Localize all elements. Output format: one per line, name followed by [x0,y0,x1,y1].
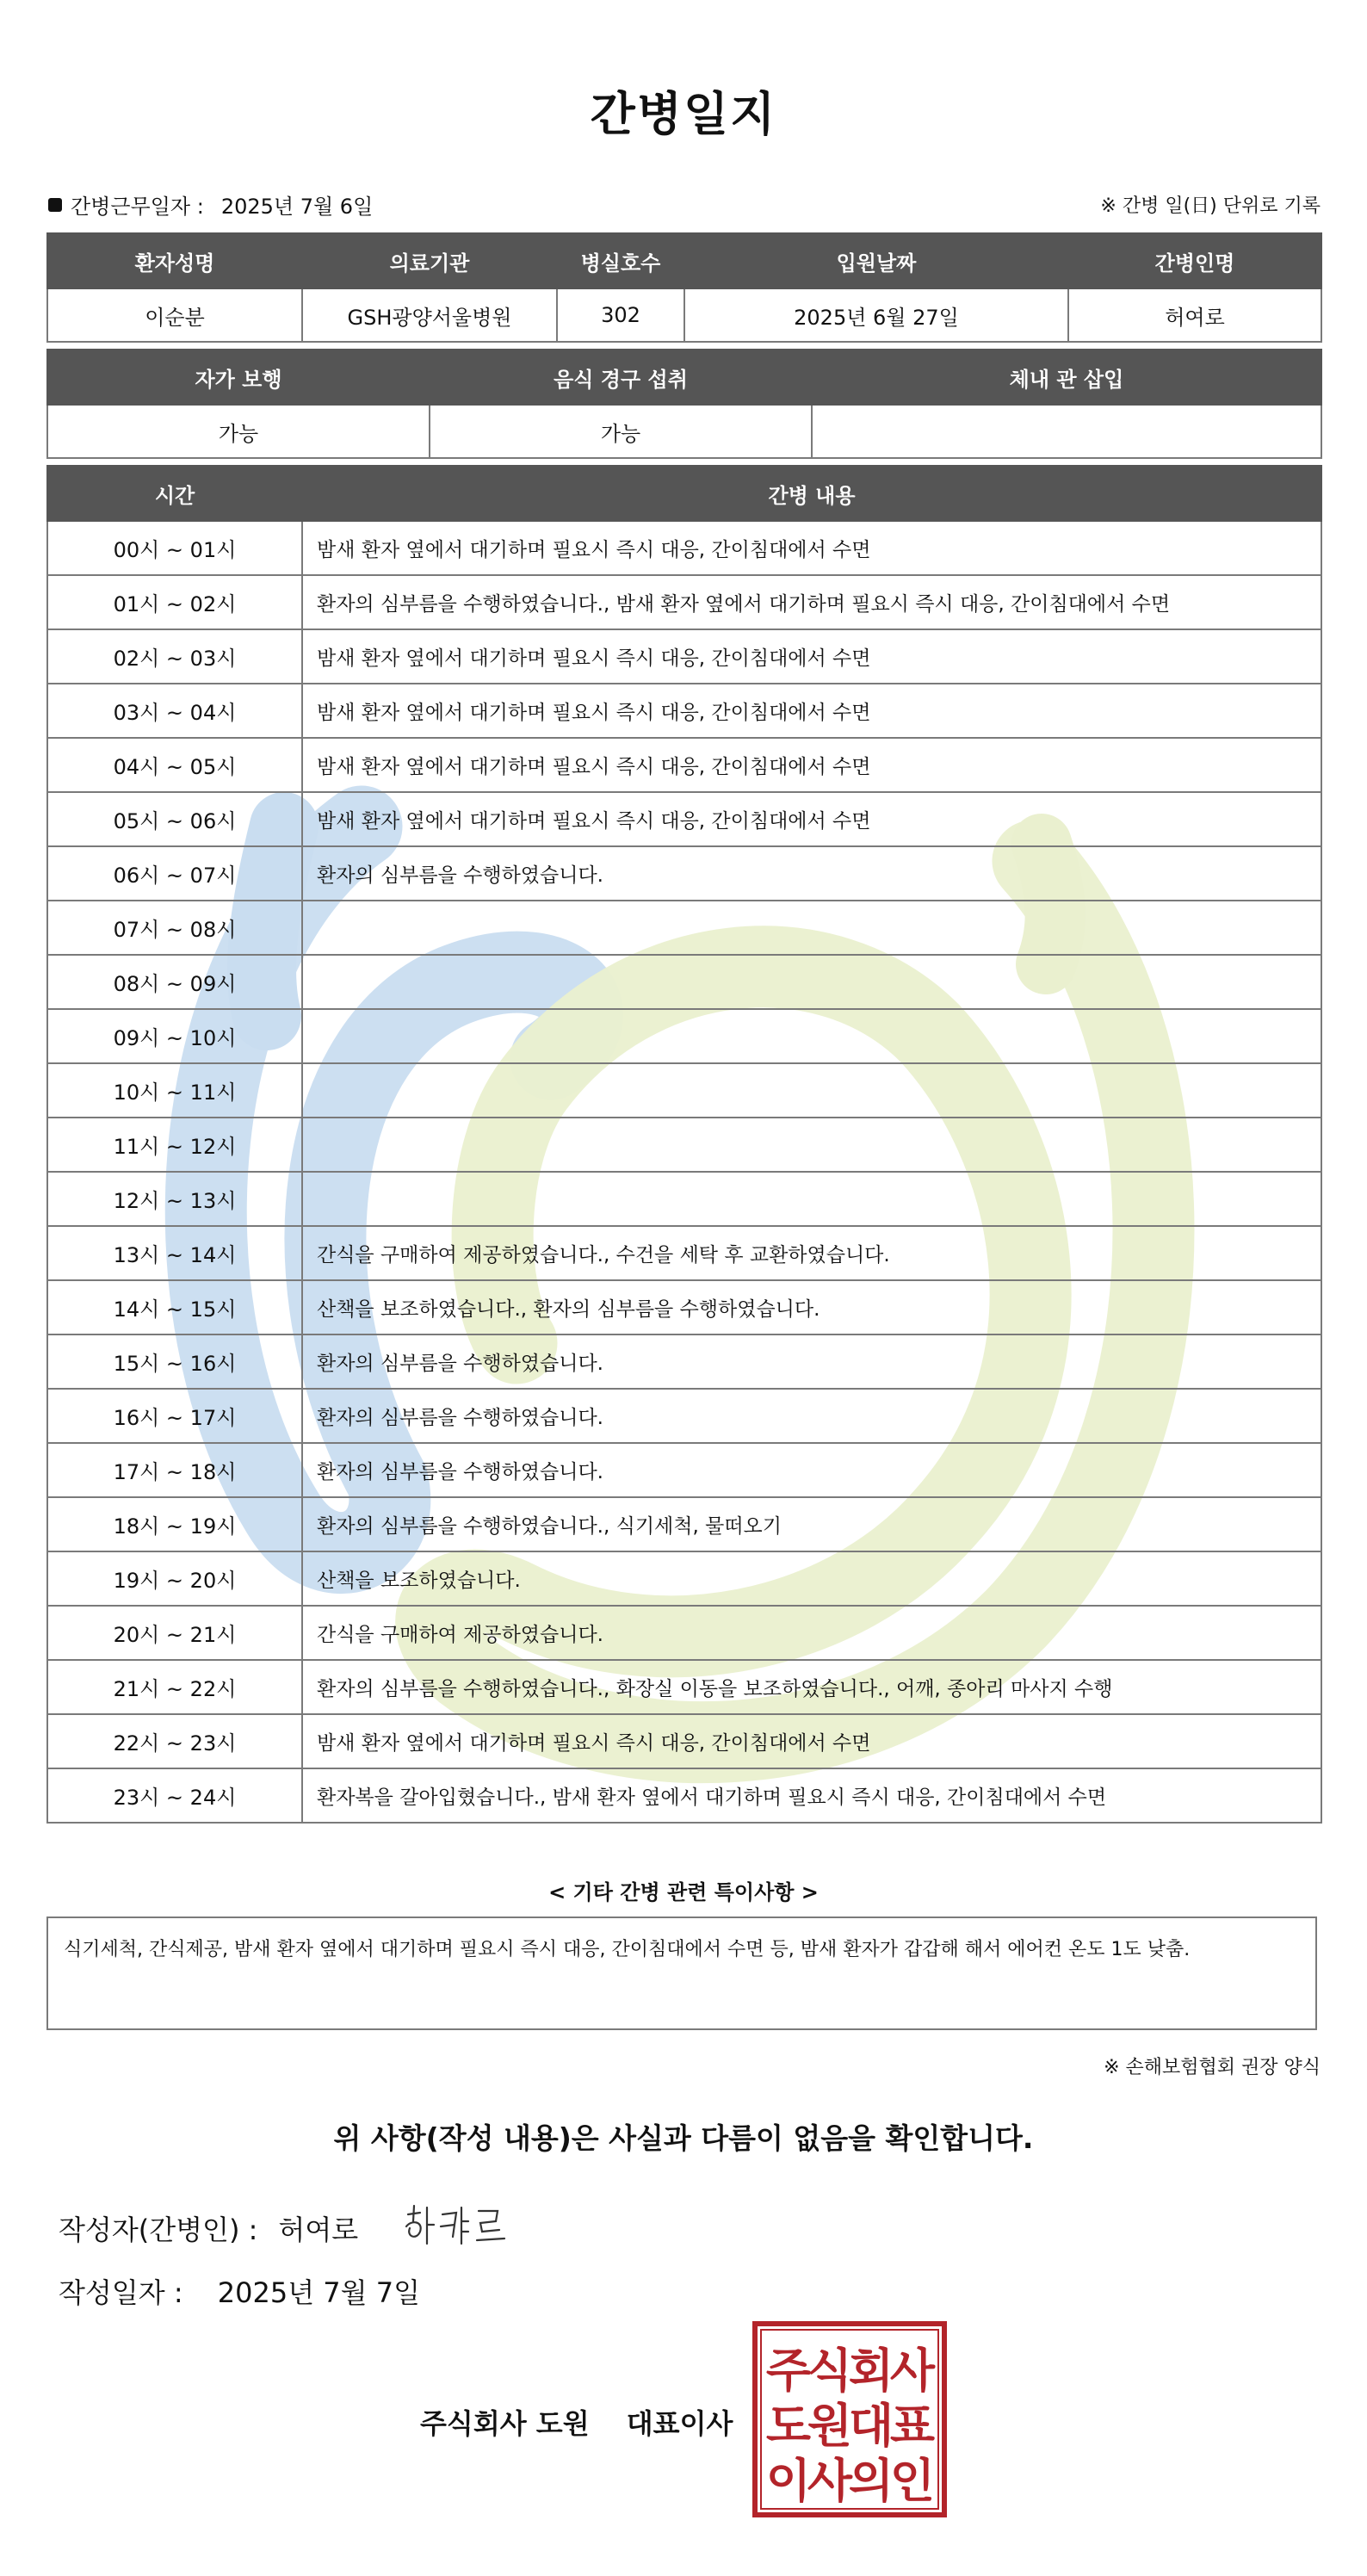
svg-text:사: 사 [889,2344,936,2398]
ceo-title: 대표이사 [626,2407,733,2440]
svg-text:의: 의 [848,2454,894,2508]
tube-insertion-value [812,405,1321,458]
table-row [47,1443,1321,1497]
table-row [47,1280,1321,1334]
table-row [47,955,1321,1009]
daily-record-note: ※ 간병 일(日) 단위로 기록 [1100,195,1321,217]
header-tube-insertion: 체내 관 삽입 [812,350,1321,405]
content-cell [302,1172,1321,1226]
self-walking-value: 가능 [47,405,430,458]
content-cell: 산책을 보조하였습니다. [302,1551,1321,1606]
content-cell [302,955,1321,1009]
table-row [47,521,1321,575]
time-cell: 12시 ~ 13시 [47,1172,302,1226]
table-row [47,1714,1321,1768]
content-cell: 환자의 심부름을 수행하였습니다. [302,1389,1321,1443]
patient-info-row [47,288,1321,342]
work-date-line [48,189,373,220]
association-note: ※ 손해보험협회 권장 양식 [1104,2057,1321,2078]
patient-name: 이순분 [47,288,302,342]
table-row [47,1606,1321,1660]
time-cell: 03시 ~ 04시 [47,684,302,738]
content-cell: 산책을 보조하였습니다., 환자의 심부름을 수행하였습니다. [302,1280,1321,1334]
written-date-line [59,2271,420,2311]
time-cell: 07시 ~ 08시 [47,901,302,955]
time-cell: 13시 ~ 14시 [47,1226,302,1280]
content-cell: 밤새 환자 옆에서 대기하며 필요시 즉시 대응, 간이침대에서 수면 [302,521,1321,575]
content-cell: 밤새 환자 옆에서 대기하며 필요시 즉시 대응, 간이침대에서 수면 [302,629,1321,684]
content-cell [302,1009,1321,1063]
table-row [47,1389,1321,1443]
content-cell: 밤새 환자 옆에서 대기하며 필요시 즉시 대응, 간이침대에서 수면 [302,1714,1321,1768]
time-cell: 21시 ~ 22시 [47,1660,302,1714]
content-cell [302,1118,1321,1172]
ability-header-row [47,350,1321,405]
svg-text:원: 원 [807,2399,853,2453]
time-cell: 09시 ~ 10시 [47,1009,302,1063]
table-row [47,575,1321,629]
page-title: 간병일지 [590,87,777,141]
content-cell: 밤새 환자 옆에서 대기하며 필요시 즉시 대응, 간이침대에서 수면 [302,738,1321,792]
content-cell: 밤새 환자 옆에서 대기하며 필요시 즉시 대응, 간이침대에서 수면 [302,792,1321,846]
content-cell: 환자의 심부름을 수행하였습니다. [302,846,1321,901]
company-seal-stamp [752,2321,947,2517]
work-date-value: 2025년 7월 6일 [220,195,374,219]
writer-name: 허여로 [278,2214,359,2246]
table-row [47,1063,1321,1118]
company-line [420,2402,733,2442]
writer-label: 작성자(간병인) : [59,2214,258,2246]
table-row [47,629,1321,684]
table-row [47,1660,1321,1714]
time-cell: 01시 ~ 02시 [47,575,302,629]
time-cell: 14시 ~ 15시 [47,1280,302,1334]
oral-intake-value: 가능 [430,405,812,458]
handwritten-signature [401,2202,513,2254]
time-cell: 11시 ~ 12시 [47,1118,302,1172]
table-row [47,1118,1321,1172]
hospital-name: GSH광양서울병원 [302,288,557,342]
patient-info-table [46,232,1322,343]
table-row [47,684,1321,738]
time-cell: 19시 ~ 20시 [47,1551,302,1606]
written-date-value: 2025년 7월 7일 [217,2276,421,2309]
header-caregiver-name: 간병인명 [1068,233,1321,288]
admission-date: 2025년 6월 27일 [684,288,1068,342]
table-row [47,1334,1321,1389]
table-row [47,1551,1321,1606]
ability-table [46,349,1322,459]
time-cell: 06시 ~ 07시 [47,846,302,901]
content-cell: 환자의 심부름을 수행하였습니다. [302,1443,1321,1497]
svg-text:주: 주 [765,2344,812,2398]
table-row [47,1497,1321,1551]
time-cell: 02시 ~ 03시 [47,629,302,684]
header-patient-name: 환자성명 [47,233,302,288]
ability-row [47,405,1321,458]
svg-text:이: 이 [765,2454,812,2508]
time-cell: 00시 ~ 01시 [47,521,302,575]
time-cell: 04시 ~ 05시 [47,738,302,792]
work-date-label: 간병근무일자 : [71,195,204,219]
header-room: 병실호수 [557,233,684,288]
header-admission-date: 입원날짜 [684,233,1068,288]
content-cell [302,1063,1321,1118]
writer-line [59,2202,513,2254]
svg-text:도: 도 [765,2399,812,2453]
time-cell: 16시 ~ 17시 [47,1389,302,1443]
header-self-walking: 자가 보행 [47,350,430,405]
header-hospital: 의료기관 [302,233,557,288]
time-cell: 20시 ~ 21시 [47,1606,302,1660]
content-cell: 밤새 환자 옆에서 대기하며 필요시 즉시 대응, 간이침대에서 수면 [302,684,1321,738]
table-row [47,1768,1321,1823]
time-cell: 23시 ~ 24시 [47,1768,302,1823]
table-row [47,738,1321,792]
header-care-content: 간병 내용 [302,466,1321,521]
time-cell: 10시 ~ 11시 [47,1063,302,1118]
content-cell [302,901,1321,955]
content-cell: 간식을 구매하여 제공하였습니다., 수건을 세탁 후 교환하였습니다. [302,1226,1321,1280]
content-cell: 환자의 심부름을 수행하였습니다., 밤새 환자 옆에서 대기하며 필요시 즉시 대응, 간이침대에서 수면 [302,575,1321,629]
care-log-header-row [47,466,1321,521]
written-date-label: 작성일자 : [59,2276,183,2309]
content-cell: 환자의 심부름을 수행하였습니다. [302,1334,1321,1389]
header-time: 시간 [47,466,302,521]
content-cell: 환자의 심부름을 수행하였습니다., 식기세척, 물떠오기 [302,1497,1321,1551]
table-row [47,846,1321,901]
care-log-table [46,465,1322,1824]
room-number: 302 [557,288,684,342]
remarks-title: < 기타 간병 관련 특이사항 > [548,1880,819,1904]
svg-text:인: 인 [889,2454,936,2508]
svg-text:사: 사 [807,2454,853,2508]
content-cell: 환자복을 갈아입혔습니다., 밤새 환자 옆에서 대기하며 필요시 즉시 대응, 간이침대에서 수면 [302,1768,1321,1823]
svg-text:식: 식 [807,2344,853,2398]
content-cell: 환자의 심부름을 수행하였습니다., 화장실 이동을 보조하였습니다., 어깨, 종아리 마사지 수행 [302,1660,1321,1714]
caregiver-name: 허여로 [1068,288,1321,342]
remarks-box: 식기세척, 간식제공, 밤새 환자 옆에서 대기하며 필요시 즉시 대응, 간이침대에서 수면 등, 밤새 환자가 갑갑해 해서 에어컨 온도 1도 낮춤. [46,1917,1317,2030]
table-row [47,1172,1321,1226]
time-cell: 15시 ~ 16시 [47,1334,302,1389]
time-cell: 22시 ~ 23시 [47,1714,302,1768]
svg-text:대: 대 [848,2399,894,2453]
bullet-square-icon [48,198,62,212]
time-cell: 08시 ~ 09시 [47,955,302,1009]
table-row [47,792,1321,846]
confirmation-statement: 위 사항(작성 내용)은 사실과 다름이 없음을 확인합니다. [333,2121,1034,2155]
svg-text:회: 회 [848,2344,894,2398]
content-cell: 간식을 구매하여 제공하였습니다. [302,1606,1321,1660]
svg-text:표: 표 [889,2399,936,2453]
table-row [47,1009,1321,1063]
time-cell: 18시 ~ 19시 [47,1497,302,1551]
time-cell: 17시 ~ 18시 [47,1443,302,1497]
company-name: 주식회사 도원 [420,2407,590,2440]
table-row [47,1226,1321,1280]
header-oral-intake: 음식 경구 섭취 [430,350,812,405]
table-row [47,901,1321,955]
time-cell: 05시 ~ 06시 [47,792,302,846]
patient-info-header-row [47,233,1321,288]
